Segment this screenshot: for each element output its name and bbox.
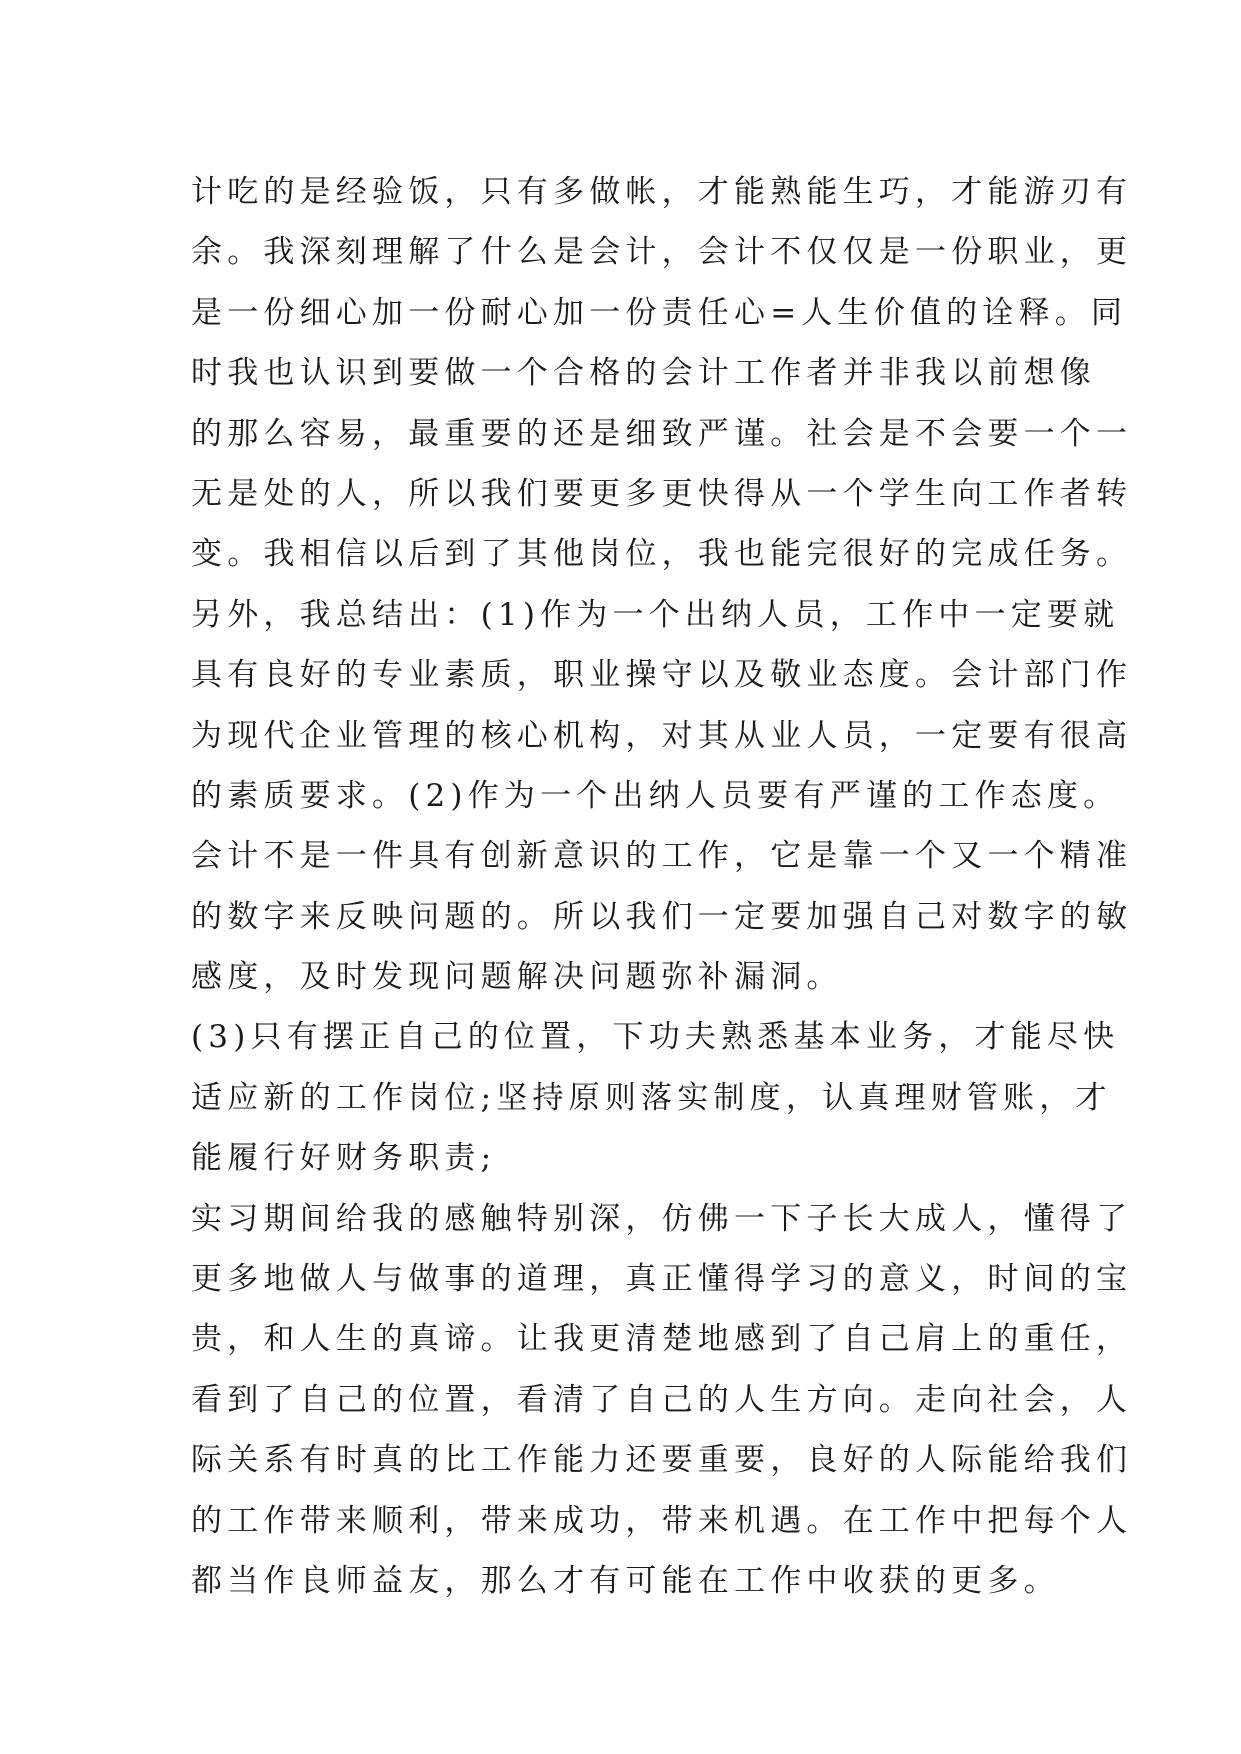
text-line: 的那么容易，最重要的还是细致严谨。社会是不会要一个一 bbox=[191, 415, 1133, 452]
text-line: 的素质要求。(2)作为一个出纳人员要有严谨的工作态度。 bbox=[191, 777, 1120, 814]
body-text bbox=[191, 162, 1133, 1611]
text-line: 另外，我总结出：(1)作为一个出纳人员，工作中一定要就 bbox=[191, 596, 1120, 633]
text-line: 都当作良师益友，那么才有可能在工作中收获的更多。 bbox=[191, 1562, 1060, 1599]
text-line: 是一份细心加一份耐心加一份责任心=人生价值的诠释。同 bbox=[191, 294, 1128, 331]
text-line: 实习期间给我的感触特别深，仿佛一下子长大成人，懂得了 bbox=[191, 1200, 1133, 1237]
text-line: 计吃的是经验饭，只有多做帐，才能熟能生巧，才能游刃有 bbox=[191, 174, 1133, 210]
text-line: 会计不是一件具有创新意识的工作，它是靠一个又一个精准 bbox=[191, 838, 1133, 875]
text-line: 能履行好财务职责; bbox=[191, 1140, 497, 1177]
text-line: 看到了自己的位置，看清了自己的人生方向。走向社会，人 bbox=[191, 1381, 1133, 1418]
text-line: 际关系有时真的比工作能力还要重要，良好的人际能给我们 bbox=[191, 1442, 1133, 1479]
text-line: 适应新的工作岗位;坚持原则落实制度，认真理财管账，才 bbox=[191, 1079, 1112, 1116]
text-line: 变。我相信以后到了其他岗位，我也能完很好的完成任务。 bbox=[191, 536, 1133, 573]
text-line: 时我也认识到要做一个合格的会计工作者并非我以前想像 bbox=[191, 355, 1096, 392]
text-line: 余。我深刻理解了什么是会计，会计不仅仅是一份职业，更 bbox=[191, 234, 1133, 271]
text-line: 感度，及时发现问题解决问题弥补漏洞。 bbox=[191, 959, 843, 996]
text-line: 具有良好的专业素质，职业操守以及敬业态度。会计部门作 bbox=[191, 657, 1133, 694]
text-line: 贵，和人生的真谛。让我更清楚地感到了自己肩上的重任， bbox=[191, 1321, 1133, 1358]
text-line: 的数字来反映问题的。所以我们一定要加强自己对数字的敏 bbox=[191, 898, 1133, 935]
text-line: (3)只有摆正自己的位置，下功夫熟悉基本业务，才能尽快 bbox=[191, 1019, 1120, 1056]
text-line: 更多地做人与做事的道理，真正懂得学习的意义，时间的宝 bbox=[191, 1261, 1133, 1298]
text-line: 无是处的人，所以我们要更多更快得从一个学生向工作者转 bbox=[191, 475, 1133, 512]
text-line: 为现代企业管理的核心机构，对其从业人员，一定要有很高 bbox=[191, 717, 1133, 754]
text-line: 的工作带来顺利，带来成功，带来机遇。在工作中把每个人 bbox=[191, 1502, 1133, 1539]
